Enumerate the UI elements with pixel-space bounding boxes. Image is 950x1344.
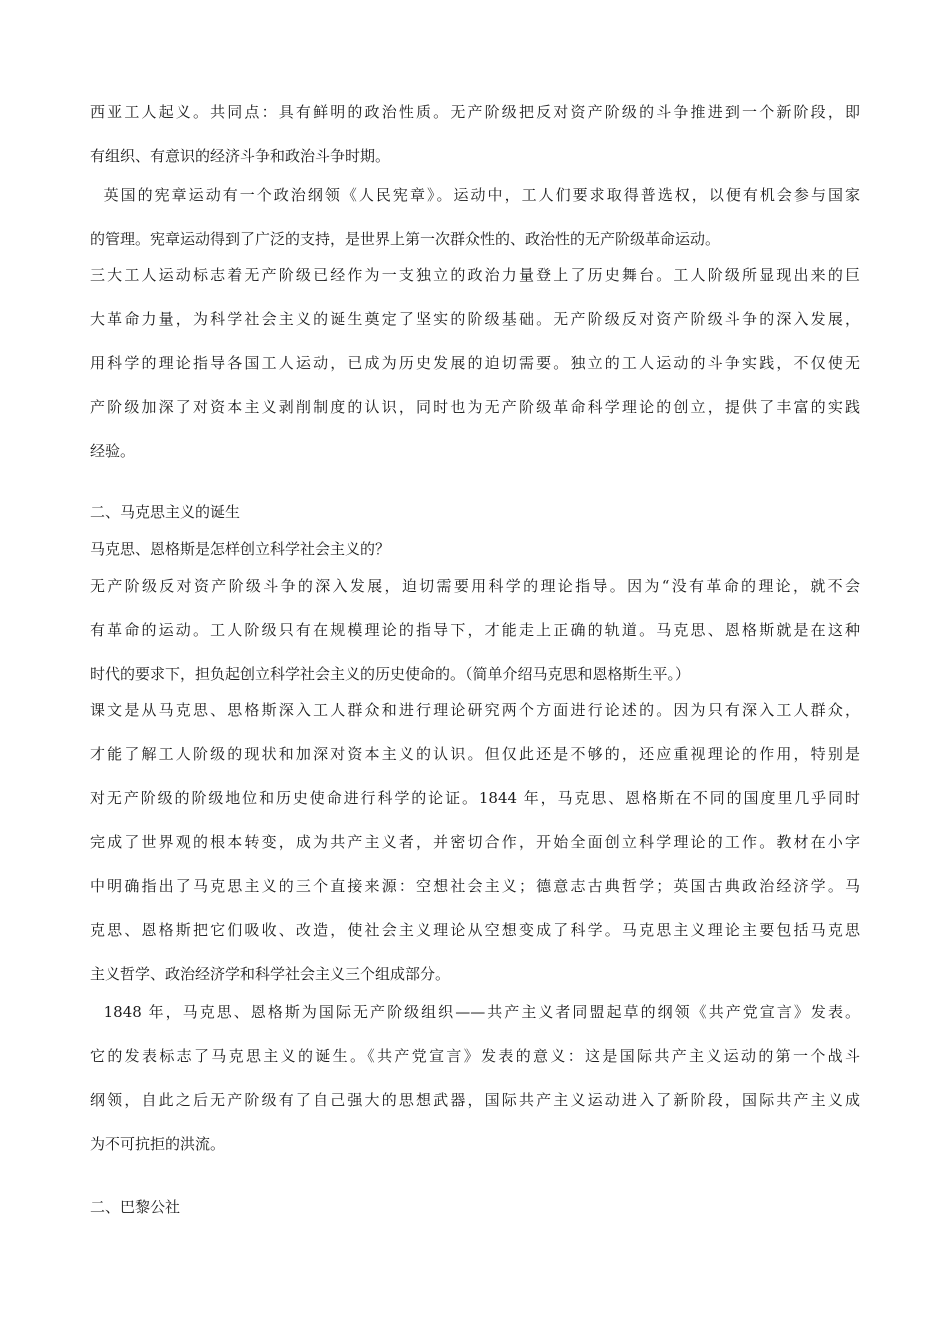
text-line: 西亚工人起义。共同点：具有鲜明的政治性质。无产阶级把反对资产阶级的斗争推进到一个新阶段，即 [90, 103, 860, 121]
text-line: 主义哲学、政治经济学和科学社会主义三个组成部分。 [90, 965, 451, 983]
text-line: 中明确指出了马克思主义的三个直接来源：空想社会主义；德意志古典哲学；英国古典政治经济学。马 [90, 877, 860, 895]
text-line: 产阶级加深了对资本主义剥削制度的认识，同时也为无产阶级革命科学理论的创立，提供了丰富的实践 [90, 398, 860, 416]
text-line: 它的发表标志了马克思主义的诞生。《共产党宣言》发表的意义：这是国际共产主义运动的第一个战斗 [90, 1047, 860, 1065]
question-heading: 马克思、恩格斯是怎样创立科学社会主义的？ [90, 540, 391, 558]
text-line: 时代的要求下，担负起创立科学社会主义的历史使命的。（简单介绍马克思和恩格斯生平。） [90, 665, 691, 683]
text-line: 完成了世界观的根本转变，成为共产主义者，并密切合作，开始全面创立科学理论的工作。教材在小字 [90, 833, 860, 851]
text-line: 英国的宪章运动有一个政治纲领《人民宪章》。运动中，工人们要求取得普选权，以便有机会参与国家 [90, 186, 860, 204]
text-line: 对无产阶级的阶级地位和历史使命进行科学的论证。1844 年，马克思、恩格斯在不同的国度里几乎同时 [90, 789, 860, 807]
text-line: 才能了解工人阶级的现状和加深对资本主义的认识。但仅此还是不够的，还应重视理论的作用，特别是 [90, 745, 860, 763]
text-line: 三大工人运动标志着无产阶级已经作为一支独立的政治力量登上了历史舞台。工人阶级所显现出来的巨 [90, 266, 860, 284]
text-line: 为不可抗拒的洪流。 [90, 1135, 226, 1153]
text-line: 的管理。宪章运动得到了广泛的支持，是世界上第一次群众性的、政治性的无产阶级革命运动。 [90, 230, 721, 248]
text-line: 用科学的理论指导各国工人运动，已成为历史发展的迫切需要。独立的工人运动的斗争实践，不仅使无 [90, 354, 860, 372]
text-line: 无产阶级反对资产阶级斗争的深入发展，迫切需要用科学的理论指导。因为“没有革命的理论，就不会 [90, 577, 860, 595]
text-line: 有组织、有意识的经济斗争和政治斗争时期。 [90, 147, 391, 165]
text-line: 纲领，自此之后无产阶级有了自己强大的思想武器，国际共产主义运动进入了新阶段，国际共产主义成 [90, 1091, 860, 1109]
text-line: 课文是从马克思、思格斯深入工人群众和进行理论研究两个方面进行论述的。因为只有深入工人群众， [90, 701, 860, 719]
section-heading: 二、巴黎公社 [90, 1198, 181, 1216]
text-line: 大革命力量，为科学社会主义的诞生奠定了坚实的阶级基础。无产阶级反对资产阶级斗争的深入发展， [90, 310, 860, 328]
text-line: 有革命的运动。工人阶级只有在规模理论的指导下，才能走上正确的轨道。马克思、恩格斯就是在这种 [90, 621, 860, 639]
text-line: 克思、恩格斯把它们吸收、改造，使社会主义理论从空想变成了科学。马克思主义理论主要包括马克思 [90, 921, 860, 939]
section-heading: 二、马克思主义的诞生 [90, 503, 241, 521]
text-line: 1848 年，马克思、恩格斯为国际无产阶级组织——共产主义者同盟起草的纲领《共产党宣言》发表。 [90, 1003, 860, 1021]
text-line: 经验。 [90, 442, 136, 460]
